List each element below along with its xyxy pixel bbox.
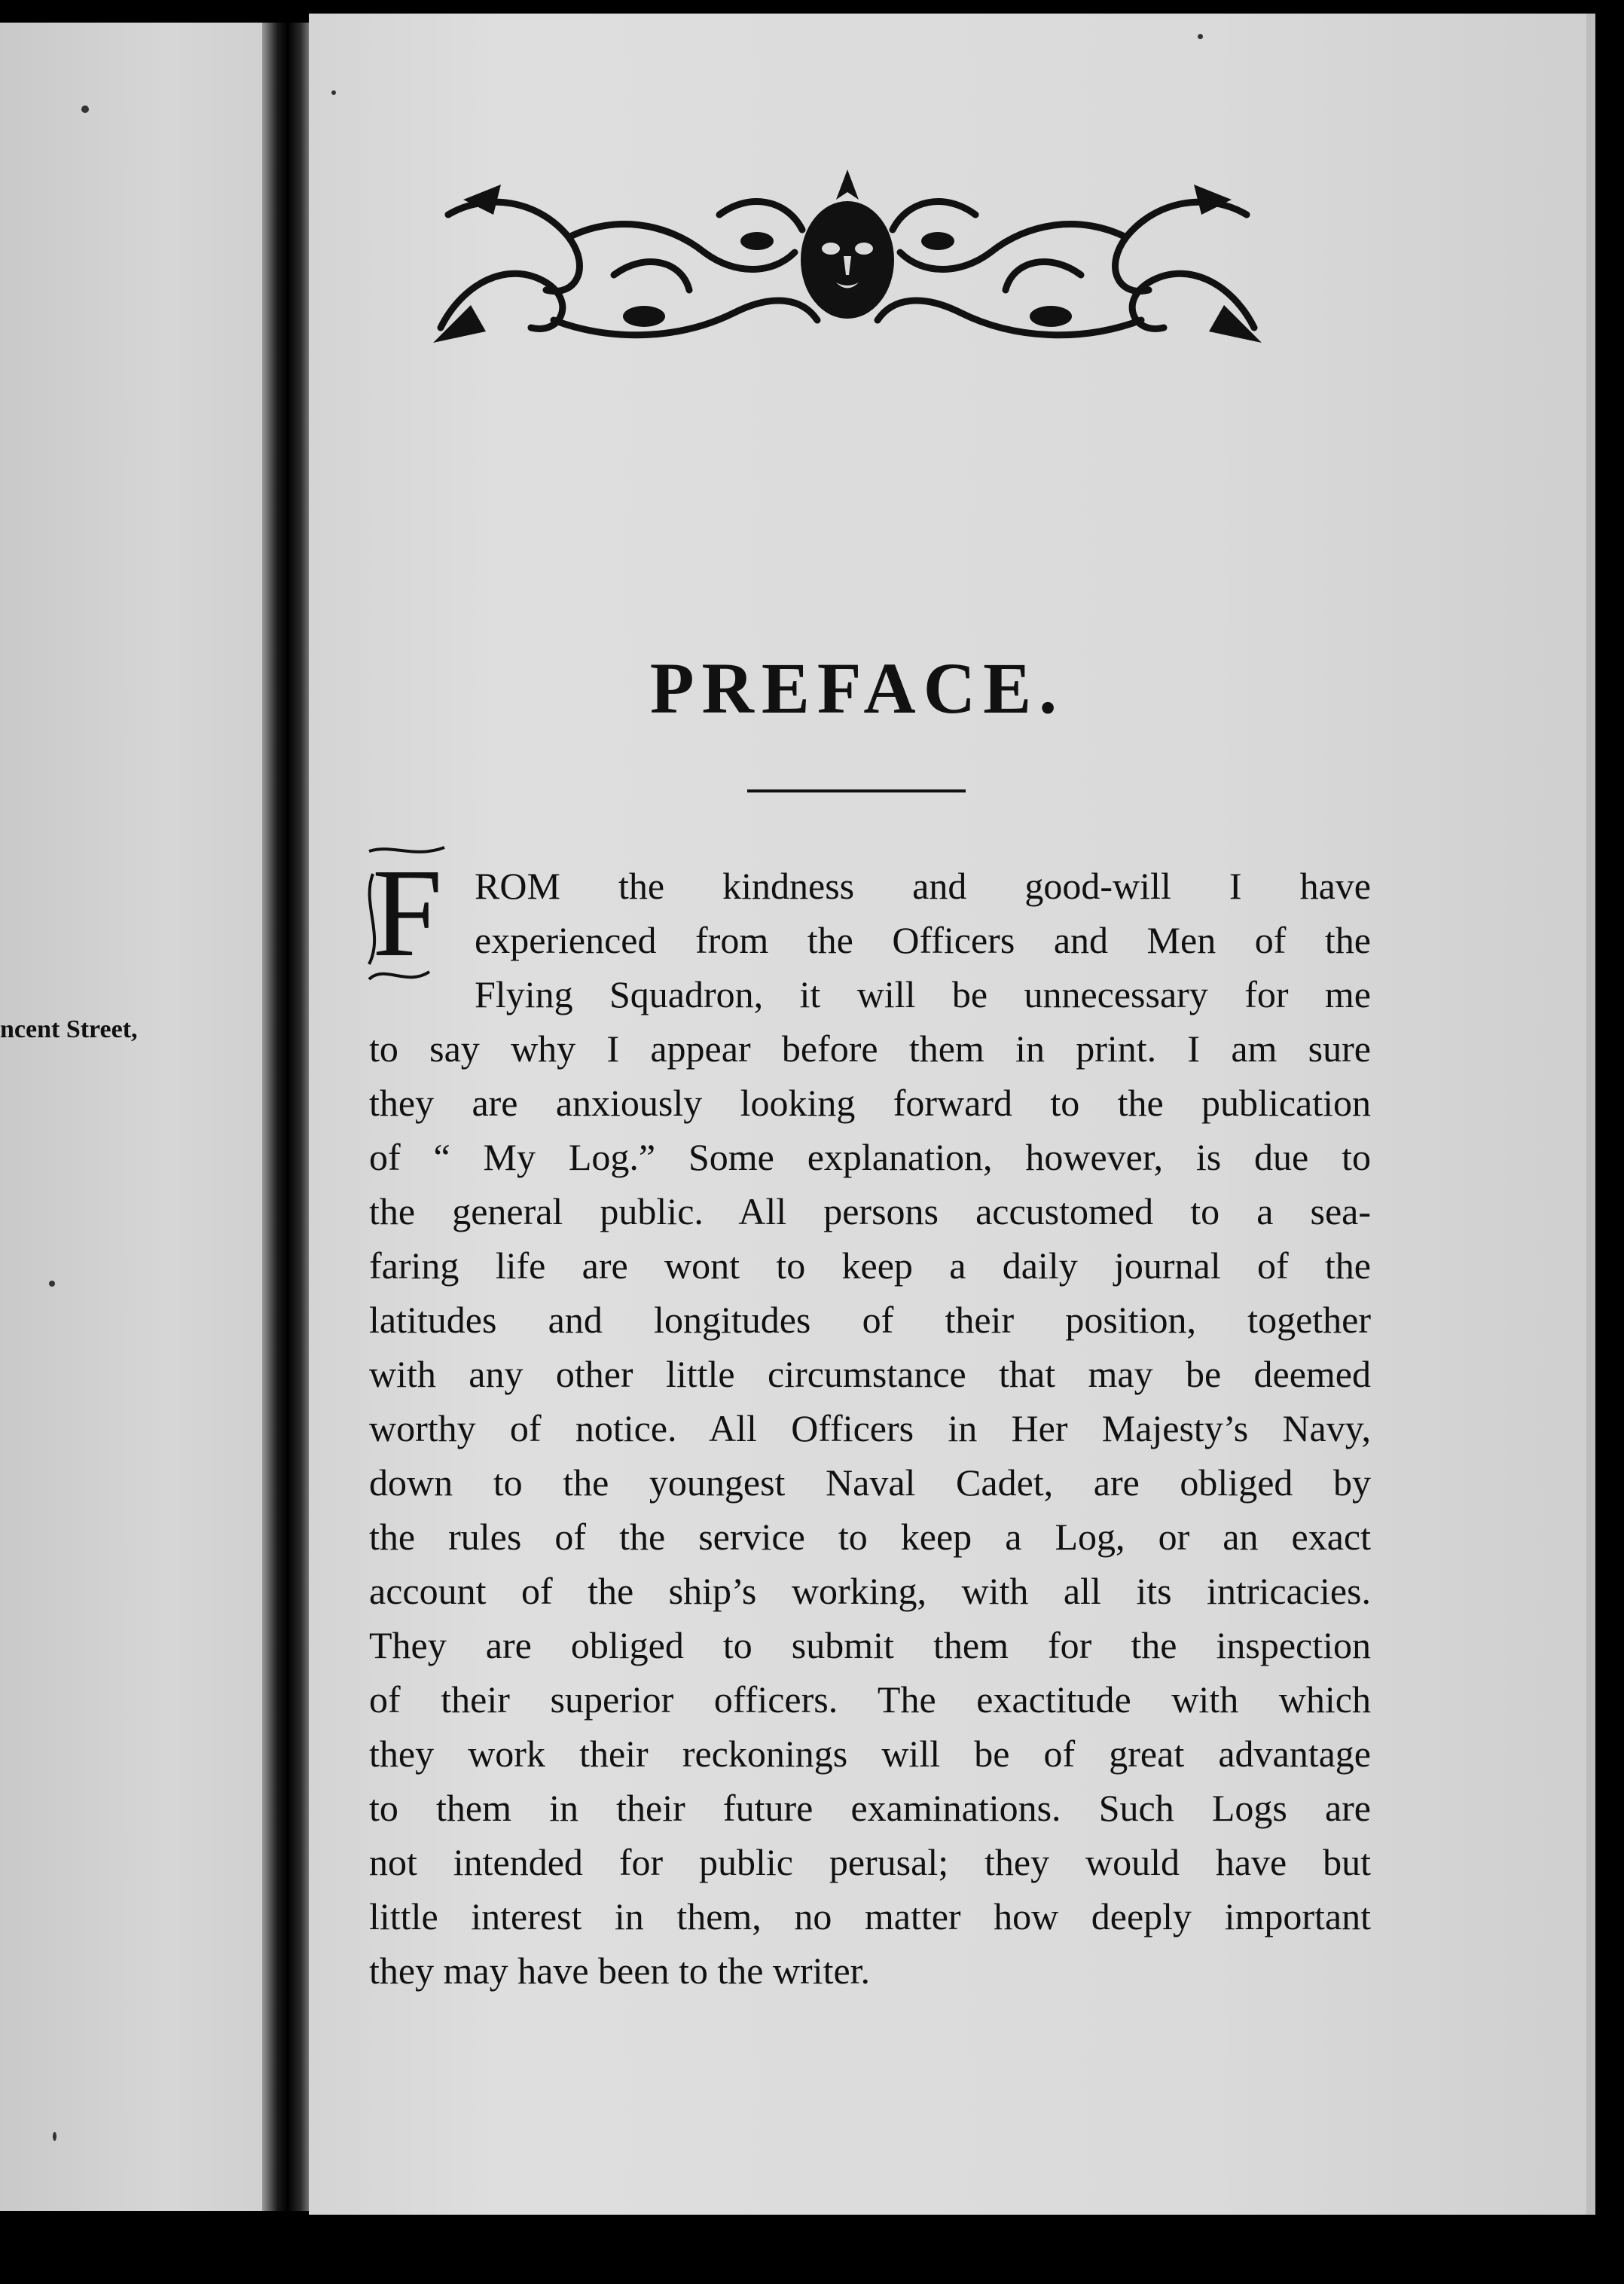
preface-line: Flying Squadron, it will be unnecessary for me <box>475 973 1371 1015</box>
preface-line: They are obliged to submit them for the inspection <box>369 1624 1371 1666</box>
preface-line: down to the youngest Naval Cadet, are obliged by <box>369 1461 1371 1504</box>
paper-speck <box>331 90 336 95</box>
preface-line: with any other little circumstance that may be deemed <box>369 1353 1371 1395</box>
title-rule <box>747 789 966 792</box>
book-gutter <box>262 23 313 2211</box>
preface-line: they are anxiously looking forward to the publication <box>369 1082 1371 1124</box>
preface-line: to them in their future examinations. Such Logs are <box>369 1787 1371 1829</box>
previous-page <box>0 23 282 2211</box>
preface-body <box>369 859 1371 1998</box>
paper-speck <box>49 1281 55 1287</box>
preface-line: they may have been to the writer. <box>369 1950 871 1992</box>
page-edge <box>1586 14 1595 2215</box>
paper-speck <box>81 105 89 113</box>
preface-line: the general public. All persons accustomed to a sea- <box>369 1190 1371 1232</box>
previous-page-fragment: ncent Street, <box>0 1015 138 1043</box>
preface-line: of “ My Log.” Some explanation, however, is due to <box>369 1136 1371 1178</box>
paper-speck <box>53 2132 56 2141</box>
preface-line: worthy of notice. All Officers in Her Majesty’s Navy, <box>369 1407 1371 1449</box>
preface-line: experienced from the Officers and Men of the <box>475 919 1371 961</box>
preface-line: they work their reckonings will be of great advantage <box>369 1733 1371 1775</box>
preface-line: to say why I appear before them in print. I am sure <box>369 1027 1371 1070</box>
paper-speck <box>1198 34 1203 39</box>
preface-line: latitudes and longitudes of their position, together <box>369 1299 1371 1341</box>
drop-cap-letter: F <box>372 843 443 983</box>
ornamental-headpiece <box>418 169 1277 354</box>
preface-line: not intended for public perusal; they would have but <box>369 1841 1371 1883</box>
preface-line: ROM the kindness and good-will I have <box>475 865 1371 907</box>
preface-line: little interest in them, no matter how deeply important <box>369 1895 1371 1937</box>
preface-line: faring life are wont to keep a daily journal of the <box>369 1244 1371 1287</box>
preface-line: account of the ship’s working, with all its intricacies. <box>369 1570 1371 1612</box>
preface-line: of their superior officers. The exactitude with which <box>369 1678 1371 1721</box>
page-title: PREFACE. <box>649 648 1065 728</box>
preface-line: the rules of the service to keep a Log, or an exact <box>369 1516 1371 1558</box>
